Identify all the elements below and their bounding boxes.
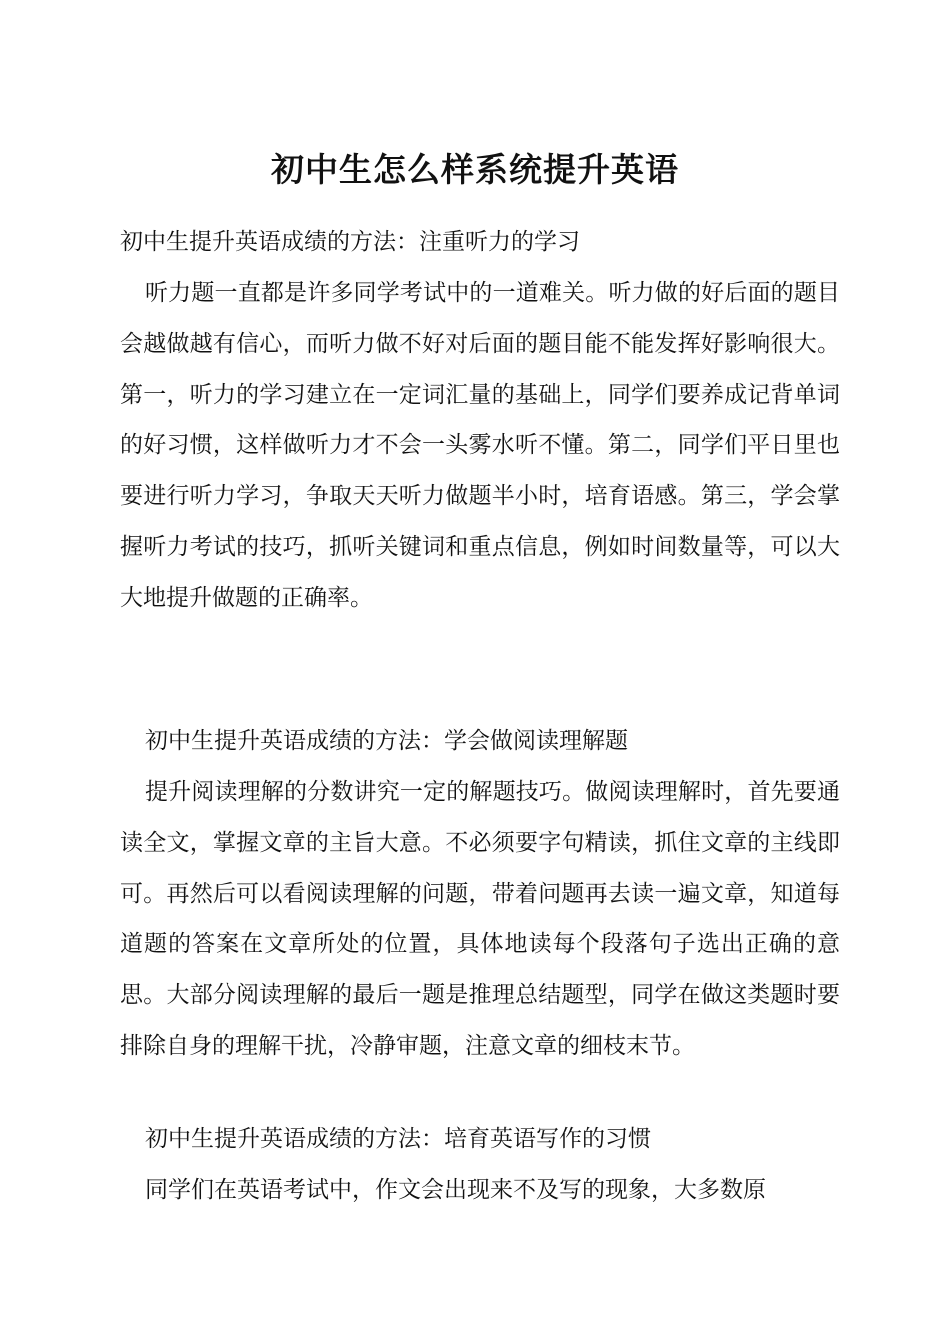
document-title: 初中生怎么样系统提升英语 — [271, 150, 679, 189]
section-heading-reading: 初中生提升英语成绩的方法：学会做阅读理解题 — [145, 728, 628, 754]
section-heading-listening: 初中生提升英语成绩的方法：注重听力的学习 — [120, 229, 580, 255]
section-heading-writing: 初中生提升英语成绩的方法：培育英语写作的习惯 — [145, 1126, 651, 1152]
section-paragraph-listening: 听力题一直都是许多同学考试中的一道难关。听力做的好后面的题目会越做越有信心，而听力做不好对后面的题目能不能发挥好影响很大。第一，听力的学习建立在一定词汇量的基础上，同学们要养成记背单词的好习惯，这样做听力才不会一头雾水听不懂。第二，同学们平日里也要进行听力学习，争取天天听力做题半小时，培育语感。第三，学会掌握听力考试的技巧，抓听关键词和重点信息，例如时间数量等，可以大大地提升做题的正确率。 — [120, 280, 840, 611]
section-paragraph-reading: 提升阅读理解的分数讲究一定的解题技巧。做阅读理解时，首先要通读全文，掌握文章的主旨大意。不必须要字句精读，抓住文章的主线即可。再然后可以看阅读理解的问题，带着问题再去读一遍文章，知道每道题的答案在文章所处的位置，具体地读每个段落句子选出正确的意思。大部分阅读理解的最后一题是推理总结题型，同学在做这类题时要排除自身的理解干扰，冷静审题，注意文章的细枝末节。 — [120, 779, 840, 1059]
section-paragraph-writing: 同学们在英语考试中，作文会出现来不及写的现象，大多数原 — [145, 1177, 766, 1203]
